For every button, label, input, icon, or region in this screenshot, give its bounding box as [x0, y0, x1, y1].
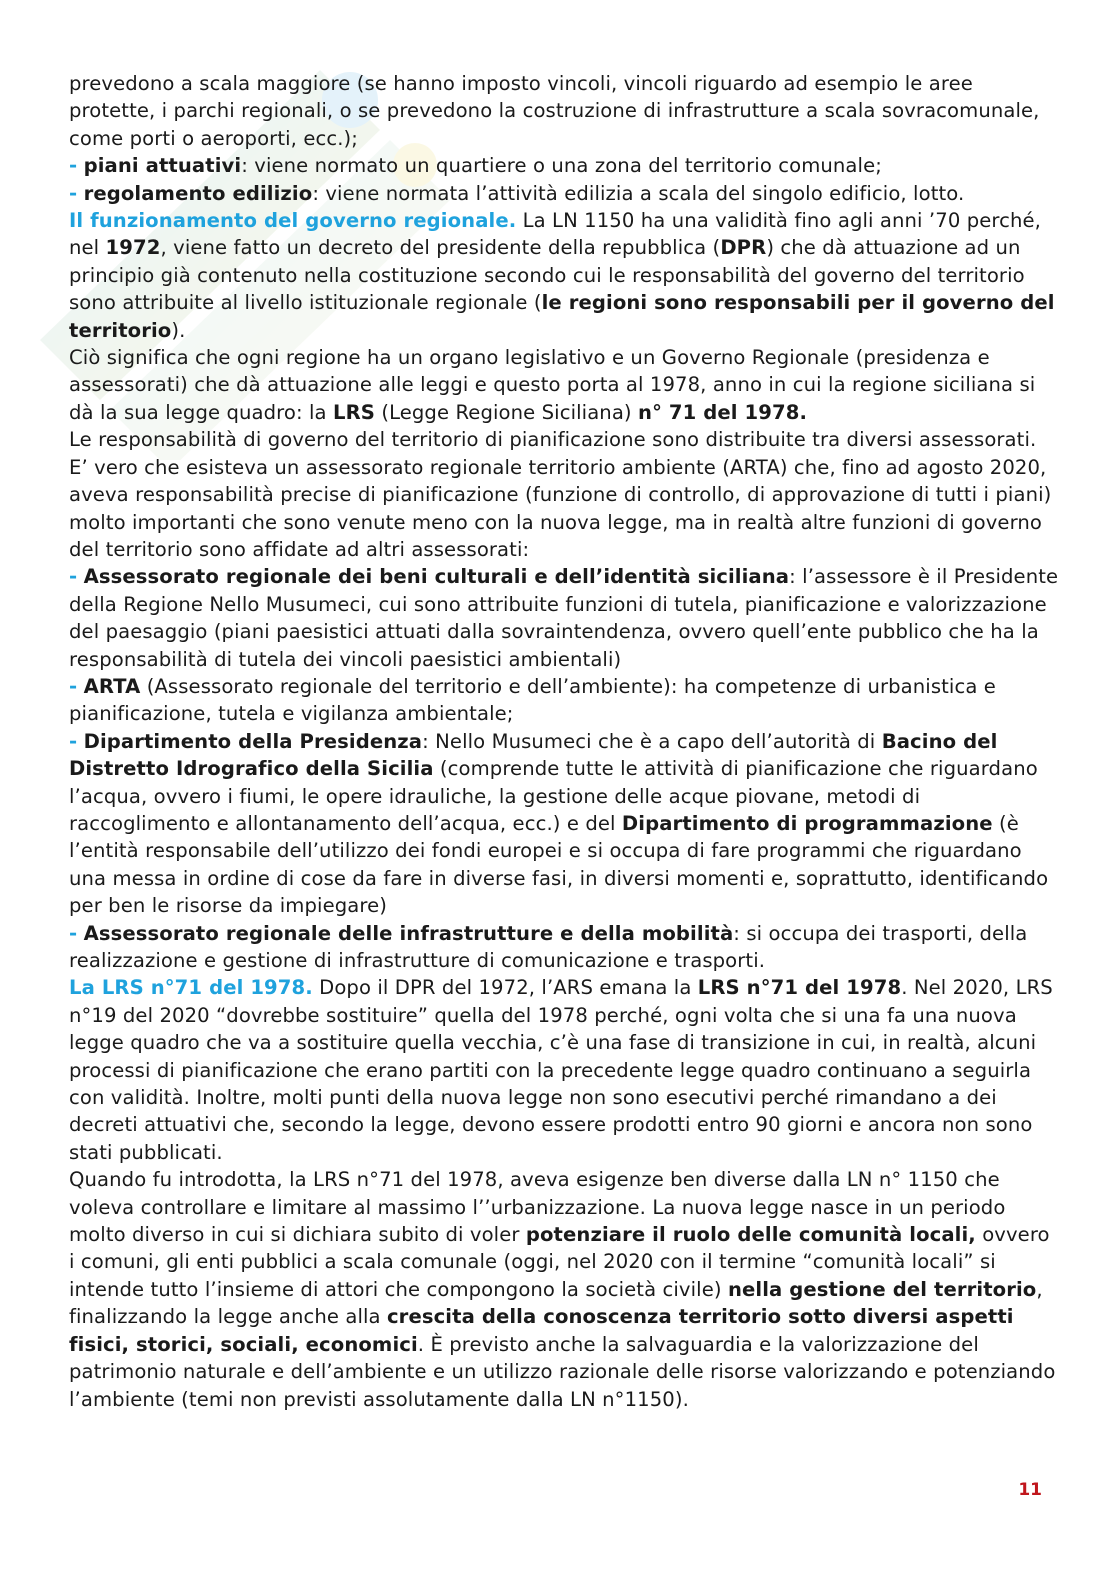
bullet-dash: - [69, 565, 78, 589]
bullet-dash: - [69, 181, 78, 205]
paragraph-text: Quando fu introdotta, la LRS n°71 del 1978, aveva esigenze ben diverse dalla LN n° 1150 che voleva controllare e limitare al massimo l’’urbanizzazione. La nuova legge nasce in un periodo molto diverso in cui si dichiara subito di voler [69, 1168, 1006, 1247]
bullet-term: Assessorato regionale dei beni culturali e dell’identità siciliana [83, 565, 790, 589]
bullet-term: piani attuativi [83, 154, 242, 178]
bullet-text: (è l’entità responsabile dell’utilizzo dei fondi europei e si occupa di fare programmi che riguardano una messa in ordine di cose da fare in diverse fasi, in diversi momenti e, soprattutto, identificando per ben le risorse da impiegare) [69, 811, 1049, 918]
paragraph-text: , finalizzando la legge anche alla [69, 1277, 1043, 1329]
bold-text: le regioni sono responsabili per il governo del territorio [69, 291, 1055, 342]
bold-text: 1972 [105, 236, 161, 260]
paragraph-text: ovvero i comuni, gli enti pubblici a scala comunale (oggi, nel 2020 con il termine “comunità locali” si intende tutto l’insieme di attori che compongono la società civile) [69, 1223, 1050, 1301]
section-heading: La LRS n°71 del 1978. [69, 976, 313, 1000]
bullet-term: regolamento edilizio [83, 181, 313, 205]
section-governo-regionale [69, 207, 1059, 344]
section-text: ). [171, 318, 186, 342]
bullet-dash: - [69, 674, 78, 698]
paragraph-intro [69, 70, 1059, 152]
bullet-arta [69, 673, 1059, 728]
bullet-piani-attuativi [69, 152, 1059, 179]
bold-text: LRS n°71 del 1978 [697, 976, 902, 1000]
bullet-term: Assessorato regionale delle infrastrutture e della mobilità [83, 921, 734, 945]
section-text: , viene fatto un decreto del presidente della repubblica ( [160, 236, 721, 260]
section-heading: Il funzionamento del governo regionale. [69, 209, 517, 233]
section-lrs-71 [69, 974, 1059, 1166]
bullet-text: (Assessorato regionale del territorio e dell’ambiente): ha competenze di urbanistica e pianificazione, tutela e vigilanza ambientale; [69, 674, 996, 726]
bullet-regolamento-edilizio [69, 180, 1059, 207]
bold-text: DPR [720, 236, 767, 260]
bullet-dash: - [69, 154, 78, 178]
bullet-term: ARTA [83, 674, 141, 698]
page-body [69, 70, 1059, 1413]
bullet-term: Dipartimento della Presidenza [83, 729, 423, 753]
bold-text: Bacino del Distretto Idrografico della Sicilia [69, 729, 998, 781]
bold-text: crescita della conoscenza territorio sotto diversi aspetti fisici, storici, sociali, economici [69, 1305, 1014, 1356]
section-text: . Nel 2020, LRS n°19 del 2020 “dovrebbe sostituire” quella del 1978 perché, ogni volta che si una fa una nuova legge quadro che va a sostituire quella vecchia, c’è una fase di transizione in cui, in realtà, alcuni processi di pianificazione che erano partiti con la precedente legge quadro continuano a seguirla con validità. Inoltre, molti punti della nuova legge non sono esecutivi perché rimandano a dei decreti attuativi che, secondo la legge, devono essere prodotti entro 90 giorni e ancora non sono stati pubblicati. [69, 976, 1053, 1164]
bullet-text: : viene normata l’attività edilizia a scala del singolo edificio, lotto. [312, 181, 965, 205]
bold-text: potenziare il ruolo delle comunità locali, [525, 1223, 976, 1247]
bullet-dash: - [69, 729, 78, 753]
bullet-dash: - [69, 921, 78, 945]
paragraph-regione [69, 344, 1059, 426]
bullet-infrastrutture [69, 920, 1059, 975]
bullet-dipartimento-presidenza [69, 728, 1059, 920]
paragraph-nuova-legge [69, 1166, 1059, 1413]
bullet-text: : si occupa dei trasporti, della realizzazione e gestione di infrastrutture di comunicazione e trasporti. [69, 921, 1028, 972]
paragraph-text: . È previsto anche la salvaguardia e la valorizzazione del patrimonio naturale e dell’ambiente e un utilizzo razionale delle risorse valorizzando e potenziando l’ambiente (temi non previsti assolutamente dalla LN n°1150). [69, 1332, 1056, 1411]
paragraph-text: Ciò significa che ogni regione ha un organo legislativo e un Governo Regionale (presidenza e assessorati) che dà attuazione alle leggi e questo porta al 1978, anno in cui la regione siciliana si dà la sua legge quadro: la [69, 346, 1036, 424]
paragraph-text: Le responsabilità di governo del territorio di pianificazione sono distribuite tra diversi assessorati. E’ vero che esisteva un assessorato regionale territorio ambiente (ARTA) che, fino ad agosto 2020, aveva responsabilità precise di pianificazione (funzione di controllo, di approvazione di tutti i piani) molto importanti che sono venute meno con la nuova legge, ma in realtà altre funzioni di governo del territorio sono affidate ad altri assessorati: [69, 428, 1052, 561]
page-number: 11 [1018, 1480, 1042, 1500]
section-text: Dopo il DPR del 1972, l’ARS emana la [312, 976, 698, 1000]
section-text: La LN 1150 ha una validità fino agli anni ’70 perché, nel [69, 209, 1042, 260]
bold-text: Dipartimento di programmazione [621, 811, 993, 835]
section-text: ) che dà attuazione ad un principio già contenuto nella costituzione secondo cui le responsabilità del governo del territorio sono attribuite al livello istituzionale regionale ( [69, 236, 1025, 315]
paragraph-text: prevedono a scala maggiore (se hanno imposto vincoli, vincoli riguardo ad esempio le aree protette, i parchi regionali, o se prevedono la costruzione di infrastrutture a scala sovracomunale, come porti o aeroporti, ecc.); [69, 72, 1040, 150]
bold-text: n° 71 del 1978. [638, 400, 807, 424]
paragraph-text: (Legge Regione Siciliana) [375, 400, 639, 424]
bullet-beni-culturali [69, 563, 1059, 673]
bullet-text: : viene normato un quartiere o una zona del territorio comunale; [241, 154, 882, 178]
bold-text: LRS [333, 400, 375, 424]
bullet-text: : Nello Musumeci che è a capo dell’autorità di [422, 729, 882, 753]
bullet-text: (comprende tutte le attività di pianificazione che riguardano l’acqua, ovvero i fiumi, le opere idrauliche, la gestione delle acque piovane, metodi di raccoglimento e allontanamento dell’acqua, ecc.) e del [69, 757, 1038, 835]
bold-text: nella gestione del territorio [727, 1277, 1037, 1301]
bullet-text: : l’assessore è il Presidente della Regione Nello Musumeci, cui sono attribuite funzioni di tutela, pianificazione e valorizzazione del paesaggio (piani paesistici attuati dalla sovraintendenza, ovvero quell’ente pubblico che ha la responsabilità di tutela dei vincoli paesistici ambientali) [69, 565, 1059, 671]
paragraph-assessorati [69, 426, 1059, 563]
